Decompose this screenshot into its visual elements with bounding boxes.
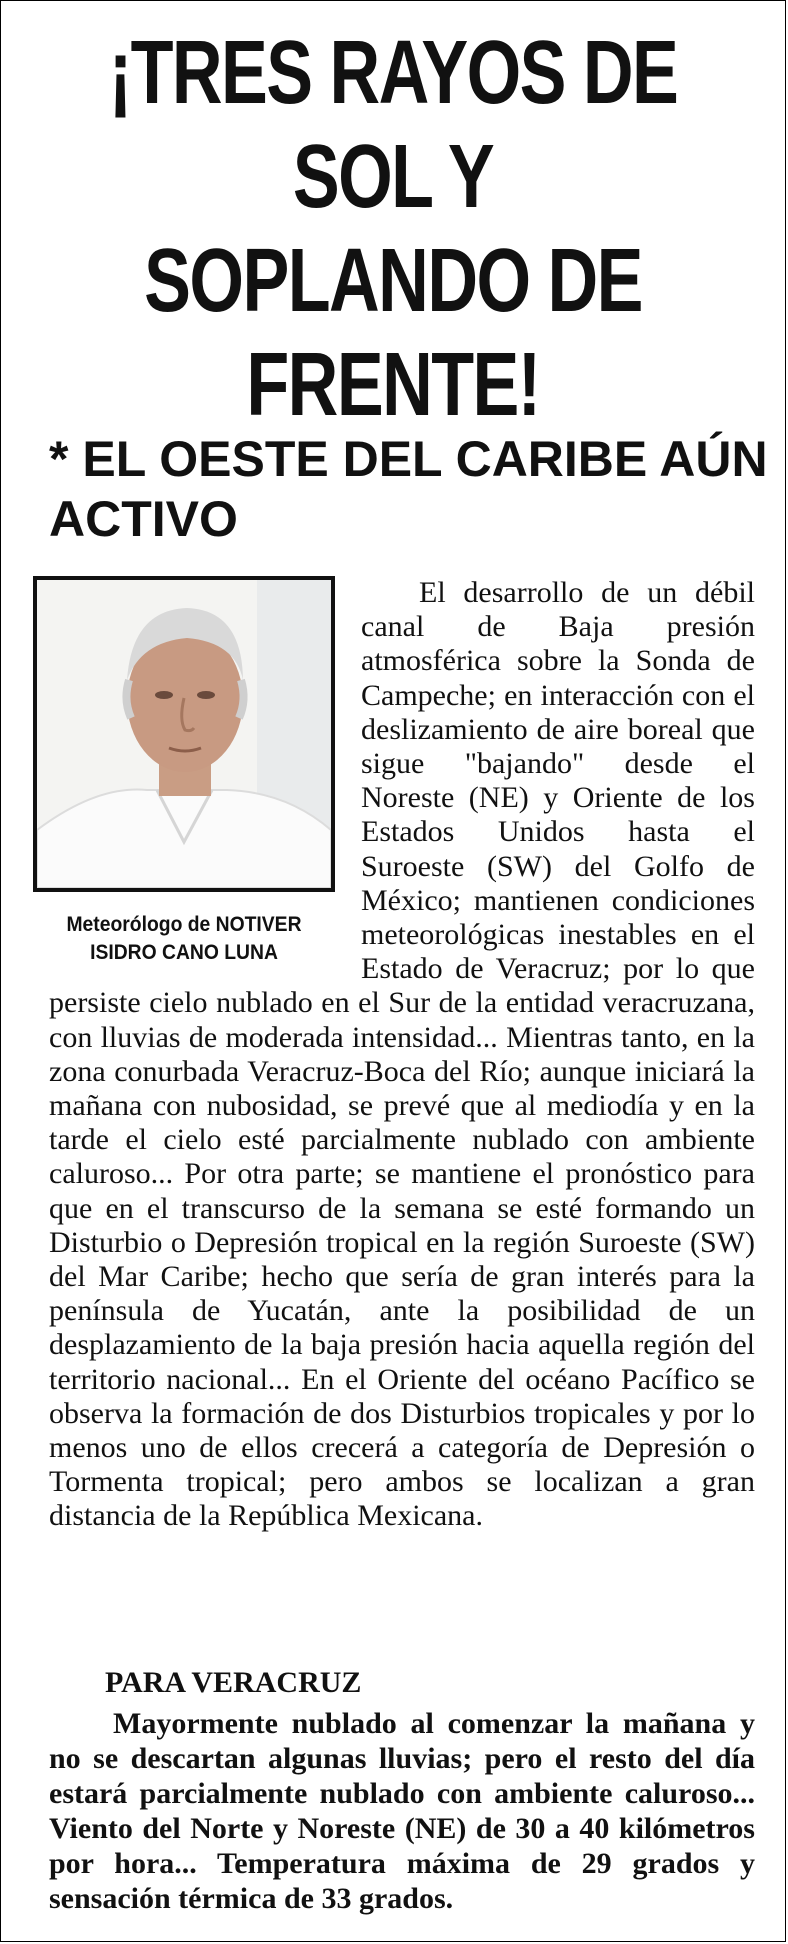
forecast-text: Mayormente nublado al comenzar la mañana y no se descartan algunas lluvias; pero el resto del día estará parcialmente nublado con ambiente caluroso... Viento del Norte y Noreste (NE) de 30 a 40 kilómetros por hora... Temperatura máxima de 29 grados y sensación térmica de 33 grados.: [49, 1707, 755, 1915]
caption-name: ISIDRO CANO LUNA: [90, 941, 278, 964]
forecast-heading: PARA VERACRUZ: [105, 1666, 362, 1699]
photo-wrap-spacer: [49, 576, 361, 986]
article-body: [49, 576, 755, 1534]
subheadline: * EL OESTE DEL CARIBE AÚN ACTIVO: [49, 431, 768, 547]
article-paragraph: El desarrollo de un débil canal de Baja presión atmosférica sobre la Sonda de Campeche; en interacción con el deslizamiento de aire boreal que sigue "bajando" desde el Noreste (NE) y Oriente de los Estados Unidos hasta el Suroeste (SW) del Golfo de México; mantienen condiciones meteorológicas inestables en el Estado de Veracruz; por lo que persiste cielo nublado en el Sur de la entidad veracruzana, con lluvias de moderada intensidad... Mientras tanto, en la zona conurbada Veracruz-Boca del Río; aunque iniciará la mañana con nubosidad, se prevé que al mediodía y en la tarde el cielo esté parcialmente nublado con ambiente caluroso... Por otra parte; se mantiene el pronóstico para que en el transcurso de la semana se esté formando un Disturbio o Depresión tropical en la región Suroeste (SW) del Mar Caribe; hecho que sería de gran interés para la península de Yucatán, ante la posibilidad de un desplazamiento de la baja presión hacia aquella región del territorio nacional... En el Oriente del océano Pacífico se observa la formación de dos Disturbios tropicales y por lo menos uno de ellos crecerá a categoría de Depresión o Tormenta tropical; pero ambos se localizan a gran distancia de la República Mexicana.: [49, 576, 755, 1533]
caption-title: Meteorólogo de NOTIVER: [66, 913, 302, 936]
headline: ¡TRES RAYOS DE SOL Y SOPLANDO DE FRENTE!: [108, 23, 678, 435]
